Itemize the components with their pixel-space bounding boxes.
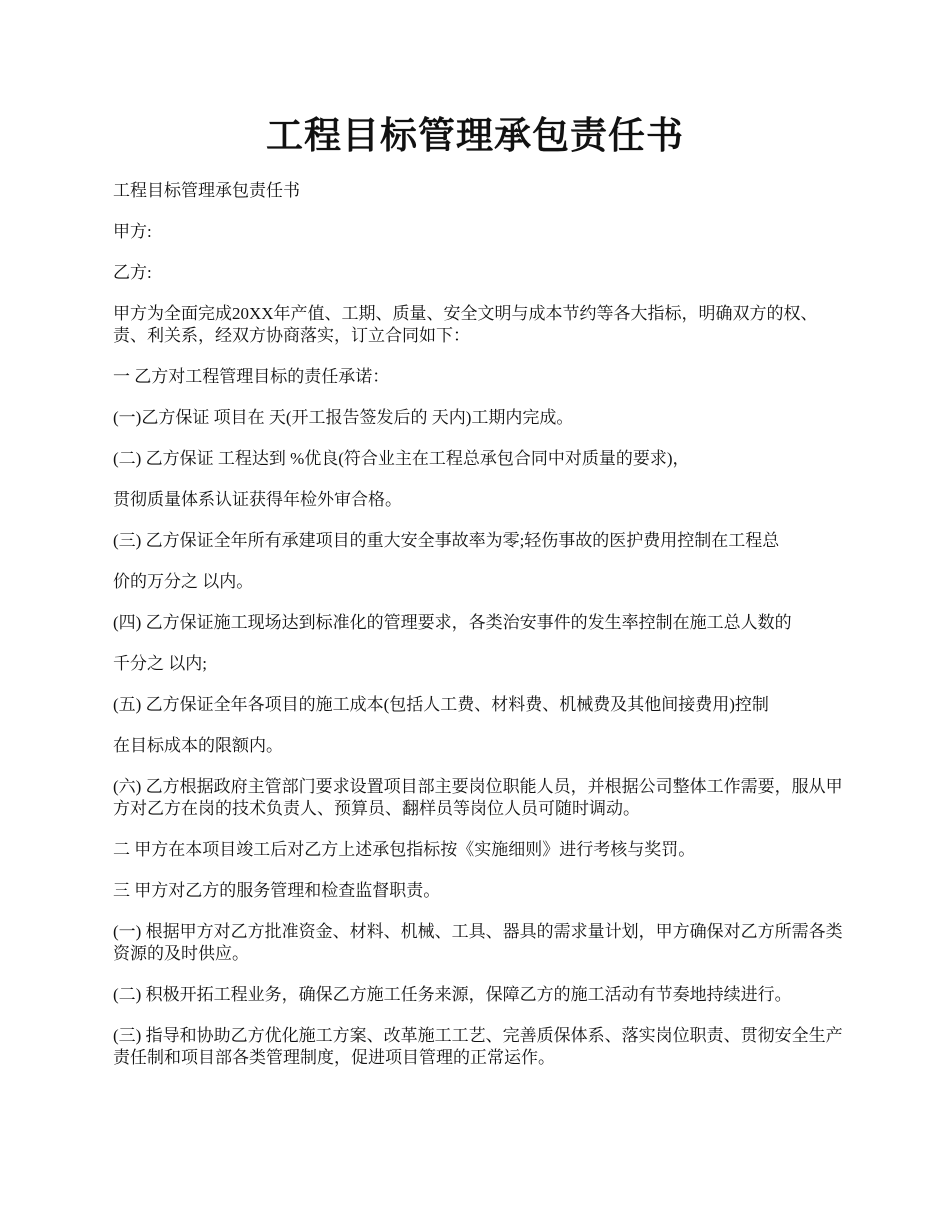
clause-1-3-cont: 价的万分之 以内。 [113, 572, 254, 591]
paragraph-preamble: 甲方为全面完成20XX年产值、工期、质量、安全文明与成本节约等各大指标，明确双方的权、责、利关系，经双方协商落实，订立合同如下： [113, 304, 818, 345]
clause-3-3: (三) 指导和协助乙方优化施工方案、改革施工工艺、完善质保体系、落实岗位职责、贯彻安全生产责任制和项目部各类管理制度，促进项目管理的正常运作。 [113, 1026, 843, 1067]
document-title: 工程目标管理承包责任书 [266, 116, 684, 157]
clause-1-1: (一)乙方保证 项目在 天(开工报告签发后的 天内)工期内完成。 [113, 408, 574, 427]
clause-1-2-cont: 贯彻质量体系认证获得年检外审合格。 [113, 490, 402, 509]
paragraph-subtitle: 工程目标管理承包责任书 [113, 181, 300, 200]
section-heading-2: 二 甲方在本项目竣工后对乙方上述承包指标按《实施细则》进行考核与奖罚。 [113, 840, 696, 859]
document-body [113, 180, 843, 1088]
clause-3-2: (二) 积极开拓工程业务，确保乙方施工任务来源，保障乙方的施工活动有节奏地持续进行。 [113, 985, 792, 1004]
clause-1-4: (四) 乙方保证施工现场达到标准化的管理要求，各类治安事件的发生率控制在施工总人数的 [113, 613, 792, 632]
clause-1-3: (三) 乙方保证全年所有承建项目的重大安全事故率为零;轻伤事故的医护费用控制在工程总 [113, 531, 780, 550]
section-heading-3: 三 甲方对乙方的服务管理和检查监督职责。 [113, 881, 441, 900]
clause-1-5-cont: 在目标成本的限额内。 [113, 736, 283, 755]
paragraph-party-b: 乙方: [113, 263, 152, 282]
clause-1-5: (五) 乙方保证全年各项目的施工成本(包括人工费、材料费、机械费及其他间接费用)控制 [113, 695, 769, 714]
clause-1-4-cont: 千分之 以内; [113, 654, 207, 673]
clause-1-6: (六) 乙方根据政府主管部门要求设置项目部主要岗位职能人员，并根据公司整体工作需要，服从甲方对乙方在岗的技术负责人、预算员、翻样员等岗位人员可随时调动。 [113, 777, 843, 818]
section-heading-1: 一 乙方对工程管理目标的责任承诺： [113, 367, 390, 386]
clause-1-2: (二) 乙方保证 工程达到 %优良(符合业主在工程总承包合同中对质量的要求)， [113, 449, 690, 468]
paragraph-party-a: 甲方: [113, 222, 152, 241]
clause-3-1: (一) 根据甲方对乙方批准资金、材料、机械、工具、器具的需求量计划，甲方确保对乙方所需各类资源的及时供应。 [113, 922, 843, 963]
